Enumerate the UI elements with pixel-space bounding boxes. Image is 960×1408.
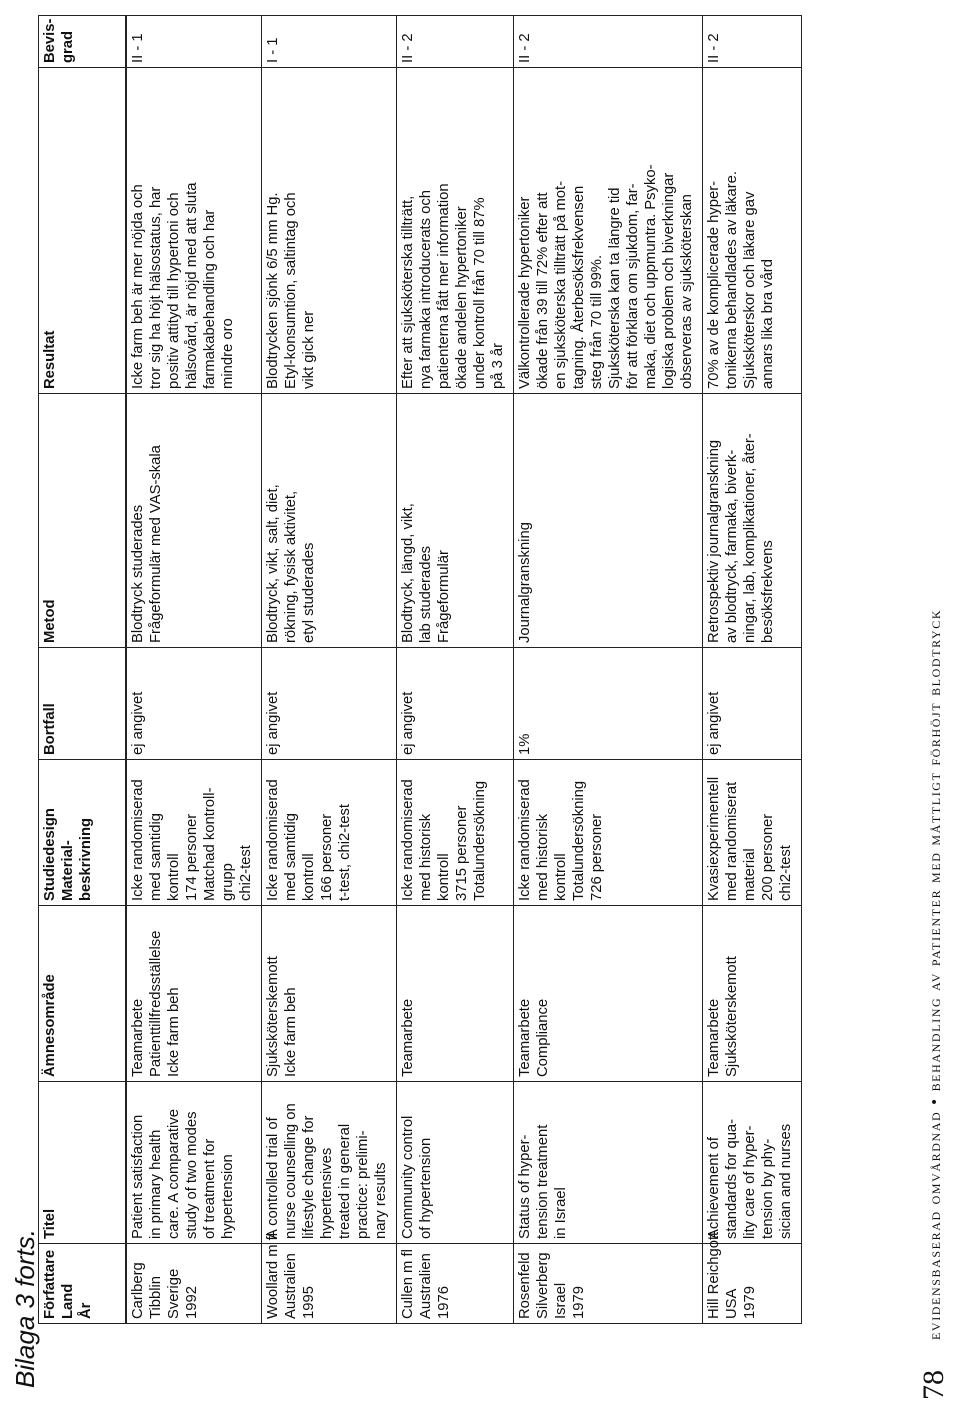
cell-line: Journalgranskning bbox=[517, 522, 533, 643]
cell-dropout bbox=[514, 648, 703, 760]
cell-line: Icke farm beh bbox=[166, 987, 182, 1077]
header-line: Bevis- bbox=[42, 18, 58, 63]
cell-line: 1992 bbox=[184, 1286, 200, 1319]
cell-line: study of two modes bbox=[184, 1111, 200, 1239]
cell-evidence-grade bbox=[126, 16, 262, 68]
cell-line: kontroll bbox=[301, 853, 317, 901]
cell-line: tror sig ha höjt hälsostatus, har bbox=[148, 186, 164, 389]
cell-line: tonikerna behandlades av läkare. bbox=[724, 171, 740, 389]
header-method bbox=[39, 394, 127, 648]
cell-line: maka, diet och uppmuntra. Psyko- bbox=[643, 164, 659, 389]
header-study-design bbox=[39, 760, 127, 906]
cell-line: Teamarbete bbox=[400, 998, 416, 1077]
cell-line: 3715 personer bbox=[454, 805, 470, 901]
cell-author bbox=[126, 1244, 262, 1324]
cell-line: Frågeformulär med VAS-skala bbox=[148, 445, 164, 643]
cell-line: treated in general bbox=[337, 1123, 353, 1239]
cell-line: II - 2 bbox=[517, 33, 533, 63]
cell-line: tension by phy- bbox=[760, 1138, 776, 1239]
cell-method bbox=[397, 394, 514, 648]
header-line: År bbox=[78, 1302, 94, 1319]
cell-line: Australien bbox=[283, 1253, 299, 1319]
cell-line: hypertensives bbox=[319, 1147, 335, 1239]
cell-line: t-test, chi2-test bbox=[337, 803, 353, 901]
cell-evidence-grade bbox=[514, 16, 703, 68]
cell-line: ningar, lab, komplikationer, åter- bbox=[742, 433, 758, 643]
cell-evidence-grade bbox=[397, 16, 514, 68]
cell-line: Israel bbox=[553, 1282, 569, 1319]
cell-line: med historisk bbox=[535, 813, 551, 901]
cell-line: med samtidig bbox=[148, 813, 164, 901]
header-line: Författare bbox=[42, 1249, 58, 1319]
cell-line: patienterna fått mer information bbox=[436, 183, 452, 389]
cell-line: 1995 bbox=[301, 1286, 317, 1319]
cell-line: Australien bbox=[418, 1253, 434, 1319]
cell-line: A controlled trial of bbox=[265, 1117, 281, 1239]
cell-line: Achievement of bbox=[706, 1137, 722, 1239]
cell-line: lity care of hyper- bbox=[742, 1125, 758, 1239]
table-row bbox=[397, 16, 514, 1324]
cell-line: nurse counselling on bbox=[283, 1103, 299, 1239]
cell-line: II - 2 bbox=[400, 33, 416, 63]
cell-line: practice: prelimi- bbox=[355, 1130, 371, 1239]
cell-dropout bbox=[126, 648, 262, 760]
cell-line: ökade från 39 till 72% efter att bbox=[535, 192, 551, 389]
cell-line: Teamarbete bbox=[130, 998, 146, 1077]
cell-author bbox=[397, 1244, 514, 1324]
cell-result bbox=[126, 68, 262, 394]
cell-line: Icke randomiserad bbox=[400, 779, 416, 901]
header-result bbox=[39, 68, 127, 394]
table-row bbox=[262, 16, 397, 1324]
header-author bbox=[39, 1244, 127, 1324]
table-row bbox=[126, 16, 262, 1324]
cell-line: Hill Reichgott bbox=[706, 1231, 722, 1319]
cell-subject-area bbox=[126, 906, 262, 1082]
header-line: Resultat bbox=[42, 330, 58, 389]
cell-study-design bbox=[126, 760, 262, 906]
cell-line: Sjuksköterskemott bbox=[724, 956, 740, 1077]
cell-line: chi2-test bbox=[778, 845, 794, 901]
cell-line: USA bbox=[724, 1288, 740, 1319]
cell-line: observeras av sjuksköterskan bbox=[679, 194, 695, 389]
cell-line: positiv attityd till hypertoni och bbox=[166, 192, 182, 389]
cell-subject-area bbox=[262, 906, 397, 1082]
cell-line: chi2-test bbox=[238, 845, 254, 901]
cell-line: rökning, fysisk aktivitet, bbox=[283, 490, 299, 643]
cell-title bbox=[262, 1082, 397, 1244]
cell-line: med historisk bbox=[418, 813, 434, 901]
cell-evidence-grade bbox=[262, 16, 397, 68]
header-line: Bortfall bbox=[42, 703, 58, 755]
cell-line: Totalundersökning bbox=[571, 780, 587, 901]
cell-line: Frågeformulär bbox=[436, 550, 452, 643]
cell-line: Rosenfeld bbox=[517, 1252, 533, 1319]
cell-line: of hypertension bbox=[418, 1137, 434, 1239]
cell-line: ej angivet bbox=[706, 691, 722, 755]
cell-line: standards for qua- bbox=[724, 1118, 740, 1239]
cell-result bbox=[703, 68, 802, 394]
header-line: Titel bbox=[42, 1208, 58, 1239]
cell-line: Icke farm beh är mer nöjda och bbox=[130, 184, 146, 389]
cell-author bbox=[703, 1231, 802, 1324]
header-line: Material- bbox=[60, 840, 76, 901]
cell-line: Icke randomiserad bbox=[130, 779, 146, 901]
page-title: Bilaga 3 forts. bbox=[10, 1229, 40, 1388]
cell-line: lab studerades bbox=[418, 545, 434, 643]
table-row bbox=[514, 16, 703, 1324]
cell-line: på 3 år bbox=[490, 342, 506, 389]
header-line: Metod bbox=[42, 599, 58, 643]
cell-line: med randomiserat bbox=[724, 781, 740, 901]
cell-line: 166 personer bbox=[319, 813, 335, 901]
cell-line: Teamarbete bbox=[517, 998, 533, 1077]
cell-line: I - 1 bbox=[265, 37, 281, 63]
cell-line: of treatment for bbox=[202, 1138, 218, 1239]
cell-line: Sverige bbox=[166, 1268, 182, 1319]
cell-study-design bbox=[397, 760, 514, 906]
cell-line: Woollard m fl bbox=[265, 1232, 281, 1319]
cell-line: Blodtryck, längd, vikt, bbox=[400, 503, 416, 643]
cell-subject-area bbox=[514, 906, 703, 1082]
cell-line: 1% bbox=[517, 733, 533, 755]
cell-line: Community control bbox=[400, 1115, 416, 1239]
cell-line: med samtidig bbox=[283, 813, 299, 901]
cell-line: annars lika bra vård bbox=[760, 259, 776, 389]
cell-subject-area bbox=[703, 906, 802, 1082]
table-header-row bbox=[39, 16, 127, 1324]
cell-line: Blodtryck, vikt, salt, diet, bbox=[265, 484, 281, 643]
cell-line: Patient satisfaction bbox=[130, 1114, 146, 1239]
cell-author bbox=[514, 1244, 703, 1324]
cell-line: etyl studerades bbox=[301, 542, 317, 643]
cell-line: logiska problem och biverkningar bbox=[661, 172, 677, 389]
cell-line: Sjuksköterskemott bbox=[265, 956, 281, 1077]
cell-method bbox=[514, 394, 703, 648]
cell-line: för att förklara om sjukdom, far- bbox=[625, 183, 641, 389]
cell-title bbox=[397, 1082, 514, 1244]
cell-line: 1979 bbox=[571, 1286, 587, 1319]
cell-line: Matchad kontroll- bbox=[202, 787, 218, 901]
cell-line: tension treatment bbox=[535, 1124, 551, 1239]
header-line: Land bbox=[60, 1283, 76, 1319]
cell-line: nya farmaka introducerats och bbox=[418, 189, 434, 389]
cell-line: Blodtrycken sjönk 6/5 mm Hg. bbox=[265, 192, 281, 389]
cell-line: Blodtryck studerades bbox=[130, 504, 146, 643]
cell-dropout bbox=[703, 648, 802, 760]
cell-line: in Israel bbox=[553, 1187, 569, 1239]
cell-author bbox=[262, 1232, 397, 1324]
cell-study-design bbox=[262, 760, 397, 906]
cell-line: vikt gick ner bbox=[301, 310, 317, 389]
cell-line: Silverberg bbox=[535, 1252, 551, 1319]
cell-line: Efter att sjuksköterska tillträtt, bbox=[400, 195, 416, 389]
cell-line: sician and nurses bbox=[778, 1123, 794, 1239]
header-line: grad bbox=[60, 30, 76, 63]
cell-line: care. A comparative bbox=[166, 1109, 182, 1239]
cell-line: steg från 70 till 99%. bbox=[589, 254, 605, 389]
cell-line: Carlberg bbox=[130, 1262, 146, 1319]
cell-result bbox=[397, 68, 514, 394]
running-footer: evidensbaserad omvårdnad • behandling av patienter med måttligt förhöjt blodtryck bbox=[925, 608, 944, 1340]
cell-line: Icke randomiserad bbox=[265, 779, 281, 901]
cell-line: 1976 bbox=[436, 1286, 452, 1319]
cell-line: av blodtryck, farmaka, biverk- bbox=[724, 449, 740, 643]
cell-line: Compliance bbox=[535, 998, 551, 1077]
cell-method bbox=[262, 394, 397, 648]
header-title bbox=[39, 1082, 127, 1244]
evidence-table bbox=[38, 15, 802, 1324]
cell-line: ej angivet bbox=[130, 691, 146, 755]
cell-line: en sjuksköterska tillträtt på mot- bbox=[553, 180, 569, 389]
header-dropout bbox=[39, 648, 127, 760]
cell-line: 174 personer bbox=[184, 813, 200, 901]
cell-line: farmakabehandling och har bbox=[202, 209, 218, 389]
header-subject-area bbox=[39, 906, 127, 1082]
cell-title bbox=[514, 1082, 703, 1244]
cell-line: tagning. Återbesöksfrekvensen bbox=[571, 185, 587, 389]
cell-title bbox=[126, 1082, 262, 1244]
cell-line: ej angivet bbox=[400, 691, 416, 755]
cell-line: Status of hyper- bbox=[517, 1134, 533, 1239]
cell-line: mindre oro bbox=[220, 318, 236, 389]
cell-dropout bbox=[262, 648, 397, 760]
cell-line: ej angivet bbox=[265, 691, 281, 755]
cell-line: Välkontrollerade hypertoniker bbox=[517, 196, 533, 389]
cell-line: kontroll bbox=[166, 853, 182, 901]
cell-line: Cullen m fl bbox=[400, 1249, 416, 1319]
cell-line: in primary health bbox=[148, 1129, 164, 1239]
cell-line: II - 2 bbox=[706, 33, 722, 63]
cell-line: nary results bbox=[373, 1162, 389, 1239]
cell-evidence-grade bbox=[703, 16, 802, 68]
cell-line: lifestyle change for bbox=[301, 1115, 317, 1239]
cell-line: II - 1 bbox=[130, 33, 146, 63]
cell-line: under kontroll från 70 till 87% bbox=[472, 197, 488, 389]
cell-line: 200 personer bbox=[760, 813, 776, 901]
header-line: Studiedesign bbox=[42, 808, 58, 901]
cell-line: 1979 bbox=[742, 1286, 758, 1319]
cell-title bbox=[703, 1082, 802, 1244]
header-evidence-grade bbox=[39, 16, 127, 68]
cell-line: Icke randomiserad bbox=[517, 779, 533, 901]
cell-dropout bbox=[397, 648, 514, 760]
cell-line: Etyl-konsumtion, saltintag och bbox=[283, 192, 299, 389]
cell-method bbox=[703, 394, 802, 648]
cell-line: Tibblin bbox=[148, 1275, 164, 1319]
cell-study-design bbox=[514, 760, 703, 906]
cell-line: hypertension bbox=[220, 1154, 236, 1239]
cell-line: kontroll bbox=[553, 853, 569, 901]
cell-subject-area bbox=[397, 906, 514, 1082]
cell-line: 70% av de komplicerade hyper- bbox=[706, 180, 722, 389]
cell-result bbox=[514, 68, 703, 394]
cell-line: 726 personer bbox=[589, 813, 605, 901]
cell-line: Totalundersökning bbox=[472, 780, 488, 901]
cell-line: Retrospektiv journalgranskning bbox=[706, 439, 722, 643]
header-line: beskrivning bbox=[78, 817, 94, 901]
cell-line: Kvasiexperimentell bbox=[706, 776, 722, 901]
cell-line: Icke farm beh bbox=[283, 987, 299, 1077]
table-row bbox=[703, 16, 802, 1324]
cell-line: ökade andelen hypertoniker bbox=[454, 206, 470, 389]
cell-study-design bbox=[703, 760, 802, 906]
cell-line: Patienttillfredsställelse bbox=[148, 930, 164, 1077]
cell-line: grupp bbox=[220, 863, 236, 901]
cell-result bbox=[262, 68, 397, 394]
cell-line: material bbox=[742, 848, 758, 901]
header-line: Ämnesområde bbox=[42, 974, 58, 1077]
cell-line: Sjuksköterskor och läkare gav bbox=[742, 191, 758, 389]
cell-line: Teamarbete bbox=[706, 998, 722, 1077]
cell-line: Sjuksköterska kan ta längre tid bbox=[607, 187, 623, 389]
cell-line: hälsovård, är nöjd med att sluta bbox=[184, 182, 200, 389]
cell-method bbox=[126, 394, 262, 648]
cell-line: kontroll bbox=[436, 853, 452, 901]
cell-line: besöksfrekvens bbox=[760, 540, 776, 643]
page-number: 78 bbox=[917, 1370, 950, 1400]
